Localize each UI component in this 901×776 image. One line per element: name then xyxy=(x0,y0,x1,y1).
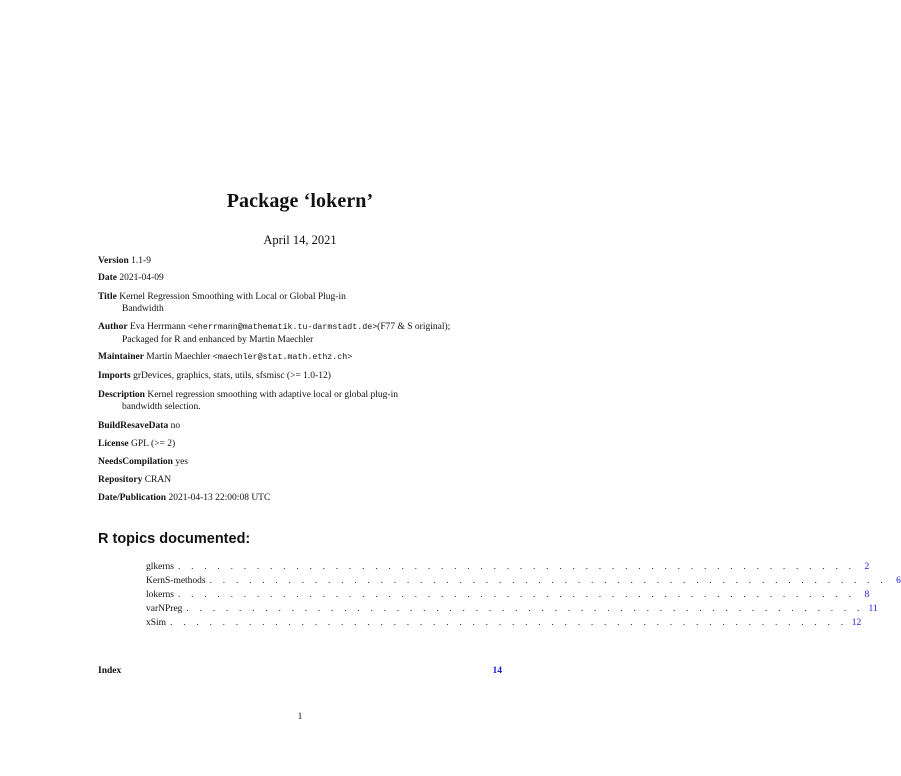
maintainer-name: Martin Maechler xyxy=(146,352,211,362)
field-author xyxy=(98,321,508,346)
toc-page-link[interactable]: 2 xyxy=(864,562,870,572)
toc-page-link[interactable]: 12 xyxy=(851,618,862,628)
toc-entry-varnpreg[interactable] xyxy=(146,603,878,615)
field-label: Date xyxy=(98,273,117,283)
toc-page-link[interactable]: 14 xyxy=(492,666,502,676)
toc-entry-kerns-methods[interactable] xyxy=(146,575,901,587)
toc-entry-glkerns[interactable] xyxy=(146,561,870,573)
maintainer-email: <maechler@stat.math.ethz.ch> xyxy=(212,353,353,362)
field-label: License xyxy=(98,439,129,449)
author-rest: (F77 & S original); xyxy=(377,322,451,332)
field-date-publication xyxy=(98,492,508,504)
field-value: yes xyxy=(175,457,188,467)
toc-heading: R topics documented: xyxy=(98,531,251,547)
field-label: Imports xyxy=(98,371,131,381)
field-value: no xyxy=(170,421,181,431)
field-value: 2021-04-09 xyxy=(119,273,164,283)
toc-page-link[interactable]: 11 xyxy=(868,604,878,614)
author-name: Eva Herrmann xyxy=(129,322,186,332)
field-imports xyxy=(98,370,508,382)
field-value: 2021-04-13 22:00:08 UTC xyxy=(168,493,271,503)
field-maintainer xyxy=(98,351,508,364)
toc-leader-dots: . . . . . . . . . . . . . . . . . . . . . . . . . . . . . . . . . . . . . . . . . . . . . . . . . . . . xyxy=(177,590,856,600)
field-value: grDevices, graphics, stats, utils, sfsmisc (>= 1.0-12) xyxy=(133,371,331,381)
toc-entry-name[interactable]: KernS-methods xyxy=(146,576,206,586)
field-label: BuildResaveData xyxy=(98,421,169,431)
field-buildresavedata xyxy=(98,420,508,432)
field-title xyxy=(98,291,508,315)
toc-entry-xsim[interactable] xyxy=(146,617,862,629)
field-value: Kernel Regression Smoothing with Local or Global Plug-in xyxy=(119,292,346,302)
field-needscompilation xyxy=(98,456,508,468)
field-label: Description xyxy=(98,390,145,400)
field-label: Date/Publication xyxy=(98,493,167,503)
field-value-continued: Bandwidth xyxy=(122,304,164,314)
field-value: CRAN xyxy=(144,475,172,485)
toc-page-link[interactable]: 8 xyxy=(864,590,870,600)
field-date xyxy=(98,272,508,284)
field-repository xyxy=(98,474,508,486)
toc-entry-name[interactable]: glkerns xyxy=(146,562,174,572)
package-date: April 14, 2021 xyxy=(263,233,337,247)
field-label: Maintainer xyxy=(98,352,144,362)
field-value-continued: bandwidth selection. xyxy=(122,402,201,412)
toc-page-link[interactable]: 6 xyxy=(896,576,901,586)
field-description xyxy=(98,389,508,413)
field-label: Repository xyxy=(98,475,143,485)
field-label: Title xyxy=(98,292,117,302)
field-license xyxy=(98,438,508,450)
toc-entry-name[interactable]: varNPreg xyxy=(146,604,183,614)
toc-leader-dots: . . . . . . . . . . . . . . . . . . . . . . . . . . . . . . . . . . . . . . . . . . . . . . . . . . . . xyxy=(177,562,856,572)
field-value-continued: Packaged for R and enhanced by Martin Maechler xyxy=(122,335,314,345)
toc-leader-dots: . . . . . . . . . . . . . . . . . . . . . . . . . . . . . . . . . . . . . . . . . . . . . . . . . . . . xyxy=(209,576,887,586)
page-number: 1 xyxy=(297,712,303,722)
field-value: Kernel regression smoothing with adaptive local or global plug-in xyxy=(147,390,398,400)
toc-entry-name[interactable]: lokerns xyxy=(146,590,174,600)
author-email: <eherrmann@mathematik.tu-darmstadt.de> xyxy=(187,323,378,332)
field-label: Version xyxy=(98,256,129,266)
toc-entry-name[interactable]: Index xyxy=(98,666,122,676)
toc-entry-lokerns[interactable] xyxy=(146,589,870,601)
toc-leader-dots: . . . . . . . . . . . . . . . . . . . . . . . . . . . . . . . . . . . . . . . . . . . . . . . . . . . . xyxy=(170,618,848,628)
field-value: 1.1-9 xyxy=(131,256,151,266)
toc-entry-index[interactable] xyxy=(98,666,502,676)
toc-leader-dots: . . . . . . . . . . . . . . . . . . . . . . . . . . . . . . . . . . . . . . . . . . . . . . . . . . . . xyxy=(186,604,864,614)
field-label: Author xyxy=(98,322,128,332)
field-label: NeedsCompilation xyxy=(98,457,173,467)
field-version xyxy=(98,255,508,267)
toc-entry-name[interactable]: xSim xyxy=(146,618,167,628)
package-title: Package ‘lokern’ xyxy=(226,190,374,212)
field-value: GPL (>= 2) xyxy=(130,439,176,449)
